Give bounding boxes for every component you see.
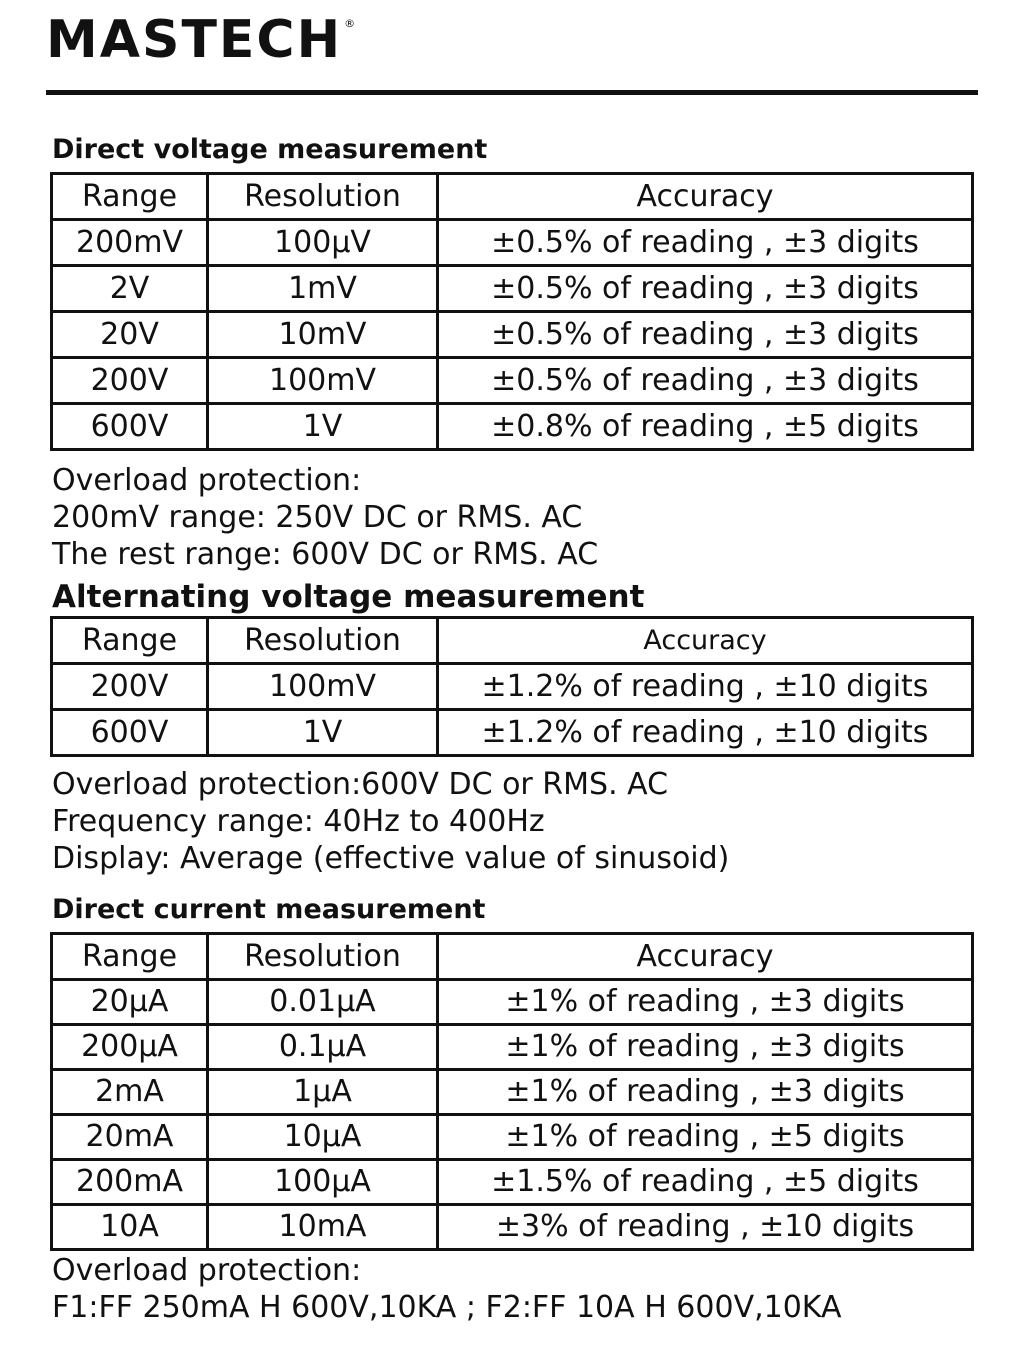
cell-resolution: 1V [208, 710, 438, 756]
cell-resolution: 100μV [208, 220, 438, 266]
cell-range: 200mV [52, 220, 208, 266]
cell-range: 20V [52, 312, 208, 358]
table-row [52, 1160, 973, 1205]
brand-name: MASTECH [46, 10, 343, 70]
cell-range: 200mA [52, 1160, 208, 1205]
cell-range: 200V [52, 358, 208, 404]
header-range: Range [52, 934, 208, 980]
cell-accuracy: ±1.5% of reading , ±5 digits [438, 1160, 973, 1205]
acv-table [50, 616, 974, 757]
header-range: Range [52, 618, 208, 664]
note-line: Overload protection:600V DC or RMS. AC [52, 767, 669, 802]
cell-accuracy: ±3% of reading , ±10 digits [438, 1205, 973, 1250]
table-row [52, 220, 973, 266]
note-line: Overload protection: [52, 1253, 362, 1288]
note-line: 200mV range: 250V DC or RMS. AC [52, 500, 583, 535]
cell-resolution: 100mV [208, 358, 438, 404]
cell-resolution: 10mA [208, 1205, 438, 1250]
table-row [52, 710, 973, 756]
cell-range: 20μA [52, 980, 208, 1025]
cell-accuracy: ±1% of reading , ±3 digits [438, 1025, 973, 1070]
registered-mark: ® [344, 17, 356, 30]
table-header-row [52, 174, 973, 220]
cell-accuracy: ±1% of reading , ±5 digits [438, 1115, 973, 1160]
table-header-row [52, 618, 973, 664]
table-row [52, 1025, 973, 1070]
acv-notes [52, 766, 729, 877]
cell-accuracy: ±0.5% of reading , ±3 digits [438, 266, 973, 312]
dca-table [50, 932, 974, 1251]
cell-accuracy: ±1% of reading , ±3 digits [438, 1070, 973, 1115]
header-accuracy: Accuracy [438, 174, 973, 220]
cell-range: 2V [52, 266, 208, 312]
cell-accuracy: ±1.2% of reading , ±10 digits [438, 710, 973, 756]
cell-accuracy: ±1% of reading , ±3 digits [438, 980, 973, 1025]
cell-range: 200V [52, 664, 208, 710]
dcv-notes [52, 462, 598, 573]
dcv-table [50, 172, 974, 451]
header-resolution: Resolution [208, 934, 438, 980]
note-line: Overload protection: [52, 463, 362, 498]
cell-range: 600V [52, 404, 208, 450]
cell-accuracy: ±0.8% of reading , ±5 digits [438, 404, 973, 450]
header-resolution: Resolution [208, 174, 438, 220]
table-row [52, 312, 973, 358]
brand-logo [46, 10, 356, 70]
table-row [52, 664, 973, 710]
table-row [52, 358, 973, 404]
table-row [52, 980, 973, 1025]
table-row [52, 1205, 973, 1250]
table-row [52, 404, 973, 450]
cell-resolution: 1μA [208, 1070, 438, 1115]
cell-range: 200μA [52, 1025, 208, 1070]
table-header-row [52, 934, 973, 980]
cell-resolution: 0.01μA [208, 980, 438, 1025]
note-line: The rest range: 600V DC or RMS. AC [52, 537, 599, 572]
cell-accuracy: ±0.5% of reading , ±3 digits [438, 312, 973, 358]
header-resolution: Resolution [208, 618, 438, 664]
dcv-section-title: Direct voltage measurement [52, 134, 488, 165]
cell-accuracy: ±1.2% of reading , ±10 digits [438, 664, 973, 710]
header-rule [46, 90, 978, 95]
dca-section-title: Direct current measurement [52, 894, 486, 925]
cell-range: 10A [52, 1205, 208, 1250]
cell-range: 2mA [52, 1070, 208, 1115]
cell-resolution: 0.1μA [208, 1025, 438, 1070]
table-row [52, 266, 973, 312]
cell-range: 600V [52, 710, 208, 756]
cell-resolution: 10mV [208, 312, 438, 358]
cell-range: 20mA [52, 1115, 208, 1160]
table-row [52, 1115, 973, 1160]
dca-notes [52, 1252, 841, 1326]
header-accuracy: Accuracy [438, 618, 973, 664]
note-line: F1:FF 250mA H 600V,10KA ; F2:FF 10A H 600V,10KA [52, 1290, 842, 1325]
note-line: Display: Average (effective value of sinusoid) [52, 841, 730, 876]
acv-section-title: Alternating voltage measurement [52, 579, 645, 615]
table-row [52, 1070, 973, 1115]
cell-resolution: 100mV [208, 664, 438, 710]
cell-accuracy: ±0.5% of reading , ±3 digits [438, 358, 973, 404]
cell-resolution: 1V [208, 404, 438, 450]
cell-accuracy: ±0.5% of reading , ±3 digits [438, 220, 973, 266]
cell-resolution: 10μA [208, 1115, 438, 1160]
header-accuracy: Accuracy [438, 934, 973, 980]
header-range: Range [52, 174, 208, 220]
note-line: Frequency range: 40Hz to 400Hz [52, 804, 545, 839]
cell-resolution: 1mV [208, 266, 438, 312]
cell-resolution: 100μA [208, 1160, 438, 1205]
